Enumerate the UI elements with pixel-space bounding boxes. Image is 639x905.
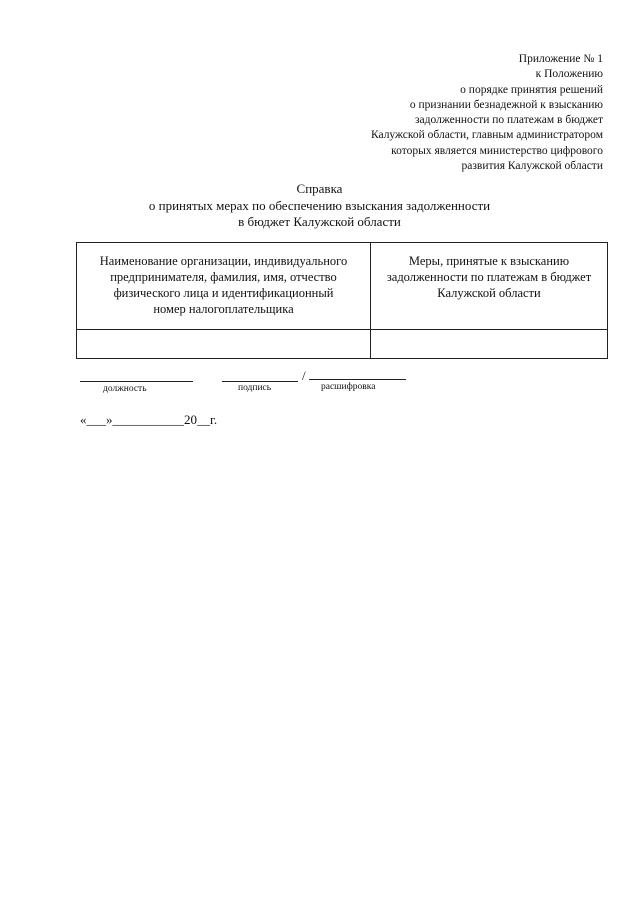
header-line: номер налогоплательщика <box>153 302 294 316</box>
appendix-line: о признании безнадежной к взысканию <box>409 98 603 111</box>
signature-label: подпись <box>238 383 272 393</box>
position-label: должность <box>103 384 147 394</box>
measures-table <box>76 242 608 359</box>
date-field[interactable]: «___»___________20__г. <box>80 412 218 427</box>
position-line[interactable] <box>80 381 193 382</box>
table-header-cell-organization <box>77 243 371 330</box>
table-header-row <box>77 243 608 330</box>
header-line: предпринимателя, фамилия, имя, отчество <box>110 270 337 284</box>
subtitle-line: о принятых мерах по обеспечению взыскания задолженности <box>148 197 491 213</box>
title-line: Справка <box>296 181 343 196</box>
appendix-line: которых является министерство цифрового <box>391 144 603 157</box>
header-line: физического лица и идентификационный <box>113 286 334 300</box>
table-row <box>77 330 608 359</box>
appendix-line: к Положению <box>535 68 603 81</box>
signature-separator: / <box>302 368 306 383</box>
appendix-line: о порядке принятия решений <box>460 83 603 96</box>
signature-line[interactable] <box>222 381 298 382</box>
appendix-block <box>283 52 603 174</box>
subtitle-line: в бюджет Калужской области <box>238 214 401 229</box>
decoding-label: расшифровка <box>321 382 376 392</box>
header-line: Калужской области <box>437 286 541 300</box>
appendix-line: Приложение № 1 <box>518 53 603 65</box>
table-header-cell-measures <box>371 243 608 330</box>
appendix-line: развития Калужской области <box>461 160 603 173</box>
header-line: Меры, принятые к взысканию <box>408 254 570 268</box>
document-title <box>0 181 639 231</box>
header-line: Наименование организации, индивидуального <box>99 254 348 268</box>
appendix-line: задолженности по платежам в бюджет <box>415 114 603 127</box>
appendix-line: Калужской области, главным администратором <box>370 129 603 142</box>
header-line: задолженности по платежам в бюджет <box>386 270 592 284</box>
table-cell-empty[interactable] <box>77 330 371 359</box>
decoding-line[interactable] <box>309 379 406 380</box>
table-cell-empty[interactable] <box>371 330 608 359</box>
